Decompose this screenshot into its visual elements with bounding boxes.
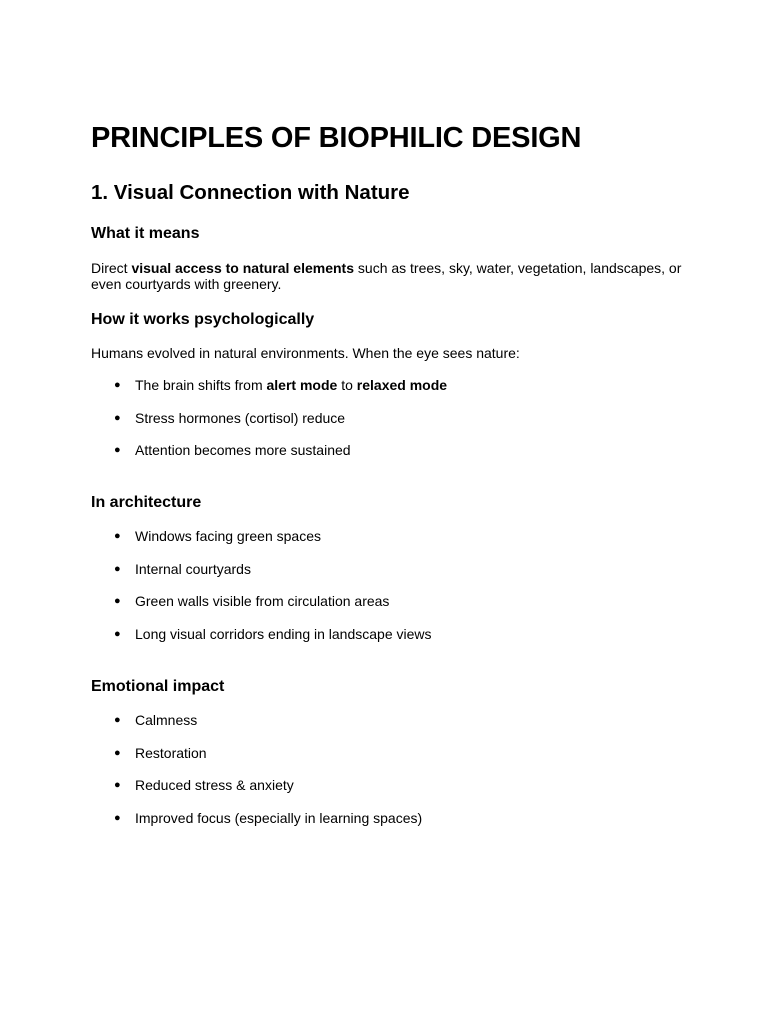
bullet-icon: ●: [114, 379, 121, 391]
bullet-text: Calmness: [135, 712, 198, 728]
bullet-text: Windows facing green spaces: [135, 528, 321, 544]
list-item: [91, 777, 422, 793]
bullet-icon: ●: [114, 562, 121, 575]
bullet-icon: ●: [114, 714, 121, 726]
what-it-means-bold-text: visual access to natural elements: [131, 260, 355, 276]
how-it-works-list: [91, 377, 447, 458]
bullet-text-part2: to: [337, 377, 357, 393]
bullet-icon: ●: [114, 746, 121, 759]
bullet-icon: ●: [114, 811, 121, 824]
bullet-text: Attention becomes more sustained: [135, 442, 351, 459]
bullet-icon: ●: [114, 779, 121, 792]
bullet-text: Green walls visible from circulation areas: [135, 593, 390, 610]
list-item: [91, 626, 432, 642]
bullet-text: Restoration: [135, 744, 207, 761]
how-it-works-intro: Humans evolved in natural environments. When the eye sees nature:: [91, 345, 520, 361]
document-title: PRINCIPLES OF BIOPHILIC DESIGN: [91, 122, 582, 154]
list-item: [91, 712, 422, 728]
bullet-icon: ●: [114, 530, 121, 542]
list-item: [91, 810, 422, 826]
bullet-text: Reduced stress & anxiety: [135, 777, 294, 794]
what-it-means-heading: What it means: [91, 225, 200, 242]
bullet-icon: ●: [114, 411, 121, 424]
what-it-means-text-before: Direct: [91, 260, 132, 276]
how-it-works-heading: How it works psychologically: [91, 311, 315, 328]
bullet-bold-alert-mode: alert mode: [266, 377, 338, 393]
list-item: [91, 745, 422, 761]
list-item: [91, 593, 432, 609]
bullet-text-part1: The brain shifts from: [135, 377, 267, 393]
emotional-impact-list: [91, 712, 422, 826]
list-item: [91, 377, 447, 393]
bullet-icon: ●: [114, 627, 121, 640]
in-architecture-heading: In architecture: [91, 494, 202, 511]
bullet-text: Improved focus (especially in learning spaces): [135, 809, 423, 826]
section-heading: 1. Visual Connection with Nature: [91, 181, 410, 204]
bullet-text: Internal courtyards: [135, 560, 251, 577]
bullet-icon: ●: [114, 595, 121, 608]
bullet-text: Stress hormones (cortisol) reduce: [135, 409, 346, 426]
what-it-means-paragraph: [91, 260, 691, 292]
list-item: [91, 410, 447, 426]
what-it-means-text-after: such as trees, sky, water, vegetation, landscapes, or even courtyards with greenery.: [91, 260, 682, 292]
list-item: [91, 528, 432, 544]
bullet-bold-relaxed-mode: relaxed mode: [356, 377, 448, 393]
in-architecture-list: [91, 528, 432, 642]
bullet-icon: ●: [114, 444, 121, 457]
bullet-text: Long visual corridors ending in landscape views: [135, 625, 432, 642]
emotional-impact-heading: Emotional impact: [91, 678, 225, 695]
list-item: [91, 561, 432, 577]
list-item: [91, 442, 447, 458]
